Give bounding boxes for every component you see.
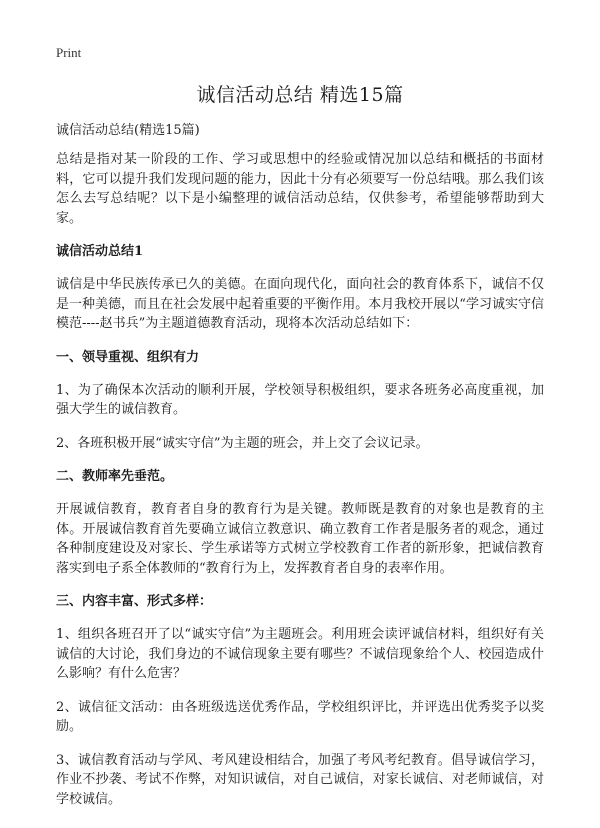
part2-paragraph-1: 开展诚信教育，教育者自身的教育行为是关键。教师既是教育的对象也是教育的主体。开展诚信教育首先要确立诚信立教意识、确立教育工作者是服务者的观念，通过各种制度建设及对家长、学生承诺等方式树立学校教育工作者的新形象，把诚信教育落实到电子系全体教师的“教育行为上，发挥教育者自身的表率作用。 <box>56 502 544 576</box>
page-title: 诚信活动总结 精选15篇 <box>196 84 404 106</box>
part3-paragraph-3: 3、诚信教育活动与学风、考风建设相结合，加强了考风考纪教育。倡导诚信学习，作业不抄袭、考试不作弊，对知识诚信，对自己诚信，对家长诚信、对老师诚信，对学校诚信。 <box>56 752 544 807</box>
section-heading: 诚信活动总结1 <box>56 244 144 259</box>
part1-paragraph-1: 1、为了确保本次活动的顺利开展，学校领导积极组织，要求各班务必高度重视，加强大学生的诚信教育。 <box>56 382 544 417</box>
document-subtitle: 诚信活动总结(精选15篇) <box>56 123 200 138</box>
part3-paragraph-1: 1、组织各班召开了以“诚实守信”为主题班会。利用班会读评诚信材料，组织好有关诚信的大讨论，我们身边的不诚信现象主要有哪些？不诚信现象给个人、校园造成什么影响？有什么危害？ <box>56 627 544 681</box>
part2-heading: 二、教师率先垂范。 <box>56 469 174 484</box>
section-intro-paragraph: 诚信是中华民族传承已久的美德。在面向现代化，面向社会的教育体系下，诚信不仅是一种美德，而且在社会发展中起着重要的平衡作用。本月我校开展以“学习诚实守信模范----赵书兵”为主题道德教育活动，现将本次活动总结如下： <box>56 277 544 331</box>
part1-paragraph-2: 2、各班积极开展“诚实守信”为主题的班会，并上交了会议记录。 <box>56 435 429 451</box>
intro-paragraph: 总结是指对某一阶段的工作、学习或思想中的经验或情况加以总结和概括的书面材料，它可以提升我们发现问题的能力，因此十分有必须要写一份总结哦。那么我们该怎么去写总结呢？以下是小编整理的诚信活动总结，仅供参考，希望能够帮助到大家。 <box>56 152 544 226</box>
part3-paragraph-2: 2、诚信征文活动：由各班级选送优秀作品，学校组织评比，并评选出优秀奖予以奖励。 <box>56 699 544 734</box>
print-link[interactable]: Print <box>56 45 82 60</box>
part1-heading: 一、领导重视、组织有力 <box>56 349 200 365</box>
part3-heading: 三、内容丰富、形式多样： <box>56 594 213 609</box>
